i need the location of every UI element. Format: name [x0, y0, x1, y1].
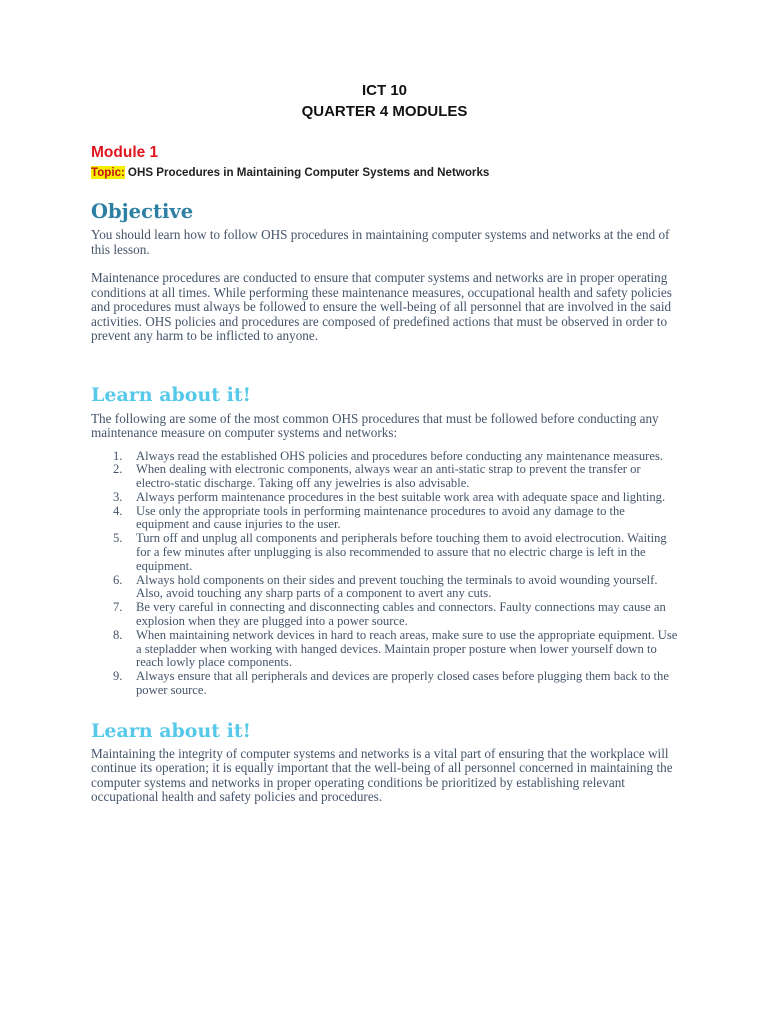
- list-item: [113, 572, 678, 602]
- list-item-text: Always read the established OHS policies and procedures before conducting any maintenance measures.: [136, 448, 664, 463]
- list-item-text: When dealing with electronic components, always wear an anti-static strap to prevent the transfer or electro-static discharge. Taking off any jewelries is also advisable.: [136, 462, 641, 491]
- list-item-number: 5.: [113, 531, 123, 546]
- list-item-text: Use only the appropriate tools in performing maintenance procedures to avoid any damage to the equipment and cause injuries to the user.: [136, 503, 625, 532]
- list-item-number: 1.: [113, 448, 123, 463]
- list-item-text: Be very careful in connecting and disconnecting cables and connectors. Faulty connections may cause an explosion when they are plugged into a power source.: [136, 600, 666, 629]
- objective-heading: Objective: [91, 200, 194, 223]
- module-label: Module 1: [91, 144, 159, 161]
- learn-intro-paragraph: The following are some of the most common OHS procedures that must be followed before conducting any maintenance measure on computer systems and networks:: [91, 410, 659, 440]
- list-item-text: When maintaining network devices in hard to reach areas, make sure to use the appropriate equipment. Use a stepladder when working with hanged devices. Maintain proper posture when lower yourself down to reach lowly place components.: [136, 627, 678, 670]
- topic-text: OHS Procedures in Maintaining Computer Systems and Networks: [127, 166, 490, 179]
- closing-paragraph: Maintaining the integrity of computer systems and networks is a vital part of ensuring that the workplace will continue its operation; it is equally important that the well-being of all personnel concerned in maintaining the computer systems and networks in proper operating conditions be prioritized by establishing relevant occupational health and safety policies and procedures.: [91, 745, 673, 805]
- list-item-number: 9.: [113, 669, 123, 684]
- list-item: [113, 448, 678, 464]
- list-item: [113, 531, 678, 573]
- list-item: [113, 600, 678, 629]
- learn-about-it-heading-1: Learn about it!: [91, 383, 252, 406]
- list-item: [113, 489, 678, 505]
- list-item-number: 7.: [113, 600, 123, 615]
- topic-line: [91, 165, 678, 181]
- list-item-number: 4.: [113, 503, 123, 518]
- list-item-text: Always ensure that all peripherals and devices are properly closed cases before plugging them back to the power source.: [136, 669, 669, 698]
- list-item-text: Turn off and unplug all components and peripherals before touching them to avoid electrocution. Waiting for a few minutes after unplugging is also recommended to assure that no electric charge is left in the equipment.: [136, 531, 667, 573]
- list-item-number: 3.: [113, 489, 123, 504]
- list-item: [113, 627, 678, 670]
- topic-label: Topic:: [91, 166, 125, 179]
- list-item: [113, 503, 678, 533]
- list-item: [113, 669, 678, 698]
- objective-paragraph-2: Maintenance procedures are conducted to ensure that computer systems and networks are in proper operating conditions at all times. While performing these maintenance measures, occupational health and safety policies and procedures must always be followed to ensure the well-being of all personnel that are involved in the said activities. OHS policies and procedures are composed of predefined actions that must be observed in order to prevent any harm to be inflicted to anyone.: [91, 270, 672, 343]
- list-item-number: 8.: [113, 627, 123, 642]
- objective-paragraph-1: You should learn how to follow OHS procedures in maintaining computer systems and networks at the end of this lesson.: [91, 227, 670, 257]
- document-title-quarter: QUARTER 4 MODULES: [301, 103, 468, 120]
- ohs-procedures-list: [91, 450, 678, 698]
- document-title-course: ICT 10: [361, 82, 407, 99]
- list-item: [113, 462, 678, 491]
- list-item-text: Always perform maintenance procedures in the best suitable work area with adequate space and lighting.: [136, 489, 666, 504]
- list-item-number: 6.: [113, 572, 123, 587]
- list-item-text: Always hold components on their sides and prevent touching the terminals to avoid wounding yourself. Also, avoid touching any sharp parts of a component to avert any cuts.: [136, 572, 658, 601]
- learn-about-it-heading-2: Learn about it!: [91, 719, 252, 742]
- list-item-number: 2.: [113, 462, 123, 477]
